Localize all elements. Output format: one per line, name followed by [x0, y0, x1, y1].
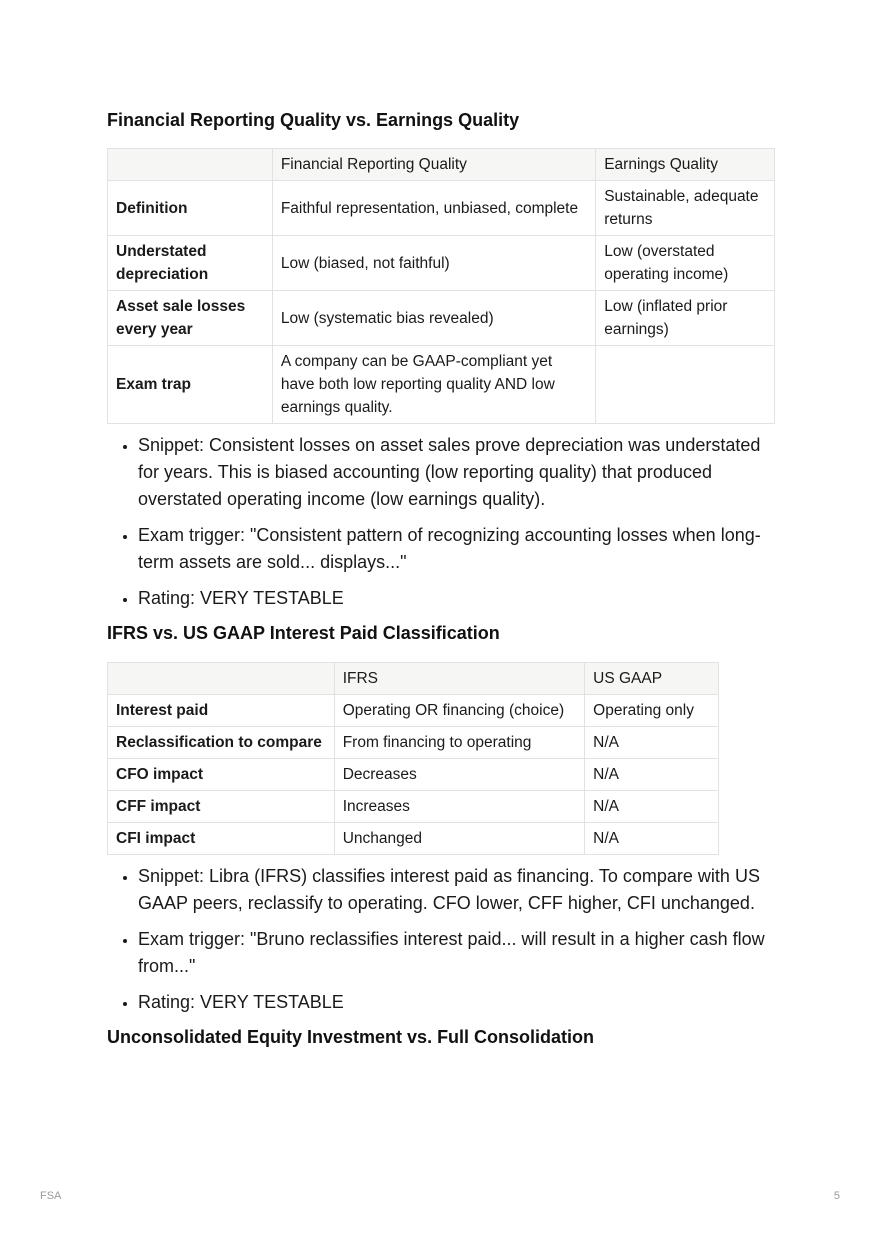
table-header-cell: US GAAP	[585, 663, 719, 695]
list-item: • Rating: VERY TESTABLE	[138, 989, 777, 1016]
reporting-quality-table	[107, 148, 775, 424]
bullet-list	[107, 863, 777, 1016]
table-header-cell	[108, 663, 335, 695]
table-cell: Low (inflated prior earnings)	[596, 291, 775, 346]
row-header-cell: Interest paid	[108, 695, 335, 727]
table-cell: Low (overstated operating income)	[596, 236, 775, 291]
row-header-cell: CFF impact	[108, 791, 335, 823]
table-cell: N/A	[585, 823, 719, 855]
table-cell: From financing to operating	[334, 727, 584, 759]
table-cell: Sustainable, adequate returns	[596, 181, 775, 236]
table-cell: N/A	[585, 759, 719, 791]
table-cell: N/A	[585, 727, 719, 759]
table-cell: Increases	[334, 791, 584, 823]
table-row	[108, 181, 775, 236]
section-title-equity-investment: Unconsolidated Equity Investment vs. Full Consolidation	[107, 1027, 595, 1047]
table-header-row	[108, 663, 719, 695]
table-cell	[596, 346, 775, 424]
table-row	[108, 823, 719, 855]
row-header-cell: Understated depreciation	[108, 236, 273, 291]
interest-classification-table	[107, 662, 719, 855]
table-cell: Faithful representation, unbiased, complete	[272, 181, 595, 236]
row-header-cell: Definition	[108, 181, 273, 236]
table-row	[108, 291, 775, 346]
table-cell: Low (systematic bias revealed)	[272, 291, 595, 346]
table-header-cell	[108, 149, 273, 181]
table-row	[108, 236, 775, 291]
row-header-cell: Exam trap	[108, 346, 273, 424]
list-item: • Rating: VERY TESTABLE	[138, 585, 777, 612]
table-cell: Operating only	[585, 695, 719, 727]
table-row	[108, 695, 719, 727]
bullet-list	[107, 432, 777, 612]
section-title-interest-classification: IFRS vs. US GAAP Interest Paid Classification	[107, 623, 500, 643]
table-row	[108, 727, 719, 759]
table-header-cell: Earnings Quality	[596, 149, 775, 181]
table-header-row	[108, 149, 775, 181]
table-row	[108, 759, 719, 791]
table-header-cell: IFRS	[334, 663, 584, 695]
table-cell: N/A	[585, 791, 719, 823]
table-cell: Unchanged	[334, 823, 584, 855]
list-item: • Snippet: Libra (IFRS) classifies interest paid as financing. To compare with US GAAP peers, reclassify to operating. CFO lower, CFF higher, CFI unchanged.	[138, 863, 777, 917]
footer-section-label: FSA	[40, 1190, 62, 1202]
section-title-reporting-quality: Financial Reporting Quality vs. Earnings Quality	[107, 110, 520, 130]
row-header-cell: Asset sale losses every year	[108, 291, 273, 346]
list-item: • Exam trigger: "Bruno reclassifies interest paid... will result in a higher cash flow from..."	[138, 926, 777, 980]
row-header-cell: CFI impact	[108, 823, 335, 855]
table-cell: Operating OR financing (choice)	[334, 695, 584, 727]
row-header-cell: Reclassification to compare	[108, 727, 335, 759]
list-item: • Snippet: Consistent losses on asset sales prove depreciation was understated for years. This is biased accounting (low reporting quality) that produced overstated operating income (low earnings quality).	[138, 432, 777, 513]
list-item: • Exam trigger: "Consistent pattern of recognizing accounting losses when long-term assets are sold... displays..."	[138, 522, 777, 576]
row-header-cell: CFO impact	[108, 759, 335, 791]
table-cell: A company can be GAAP-compliant yet have both low reporting quality AND low earnings quality.	[272, 346, 595, 424]
page-content	[107, 108, 777, 1049]
table-cell: Low (biased, not faithful)	[272, 236, 595, 291]
page-number: 5	[833, 1190, 840, 1202]
table-cell: Decreases	[334, 759, 584, 791]
table-row	[108, 791, 719, 823]
table-header-cell: Financial Reporting Quality	[272, 149, 595, 181]
table-row	[108, 346, 775, 424]
